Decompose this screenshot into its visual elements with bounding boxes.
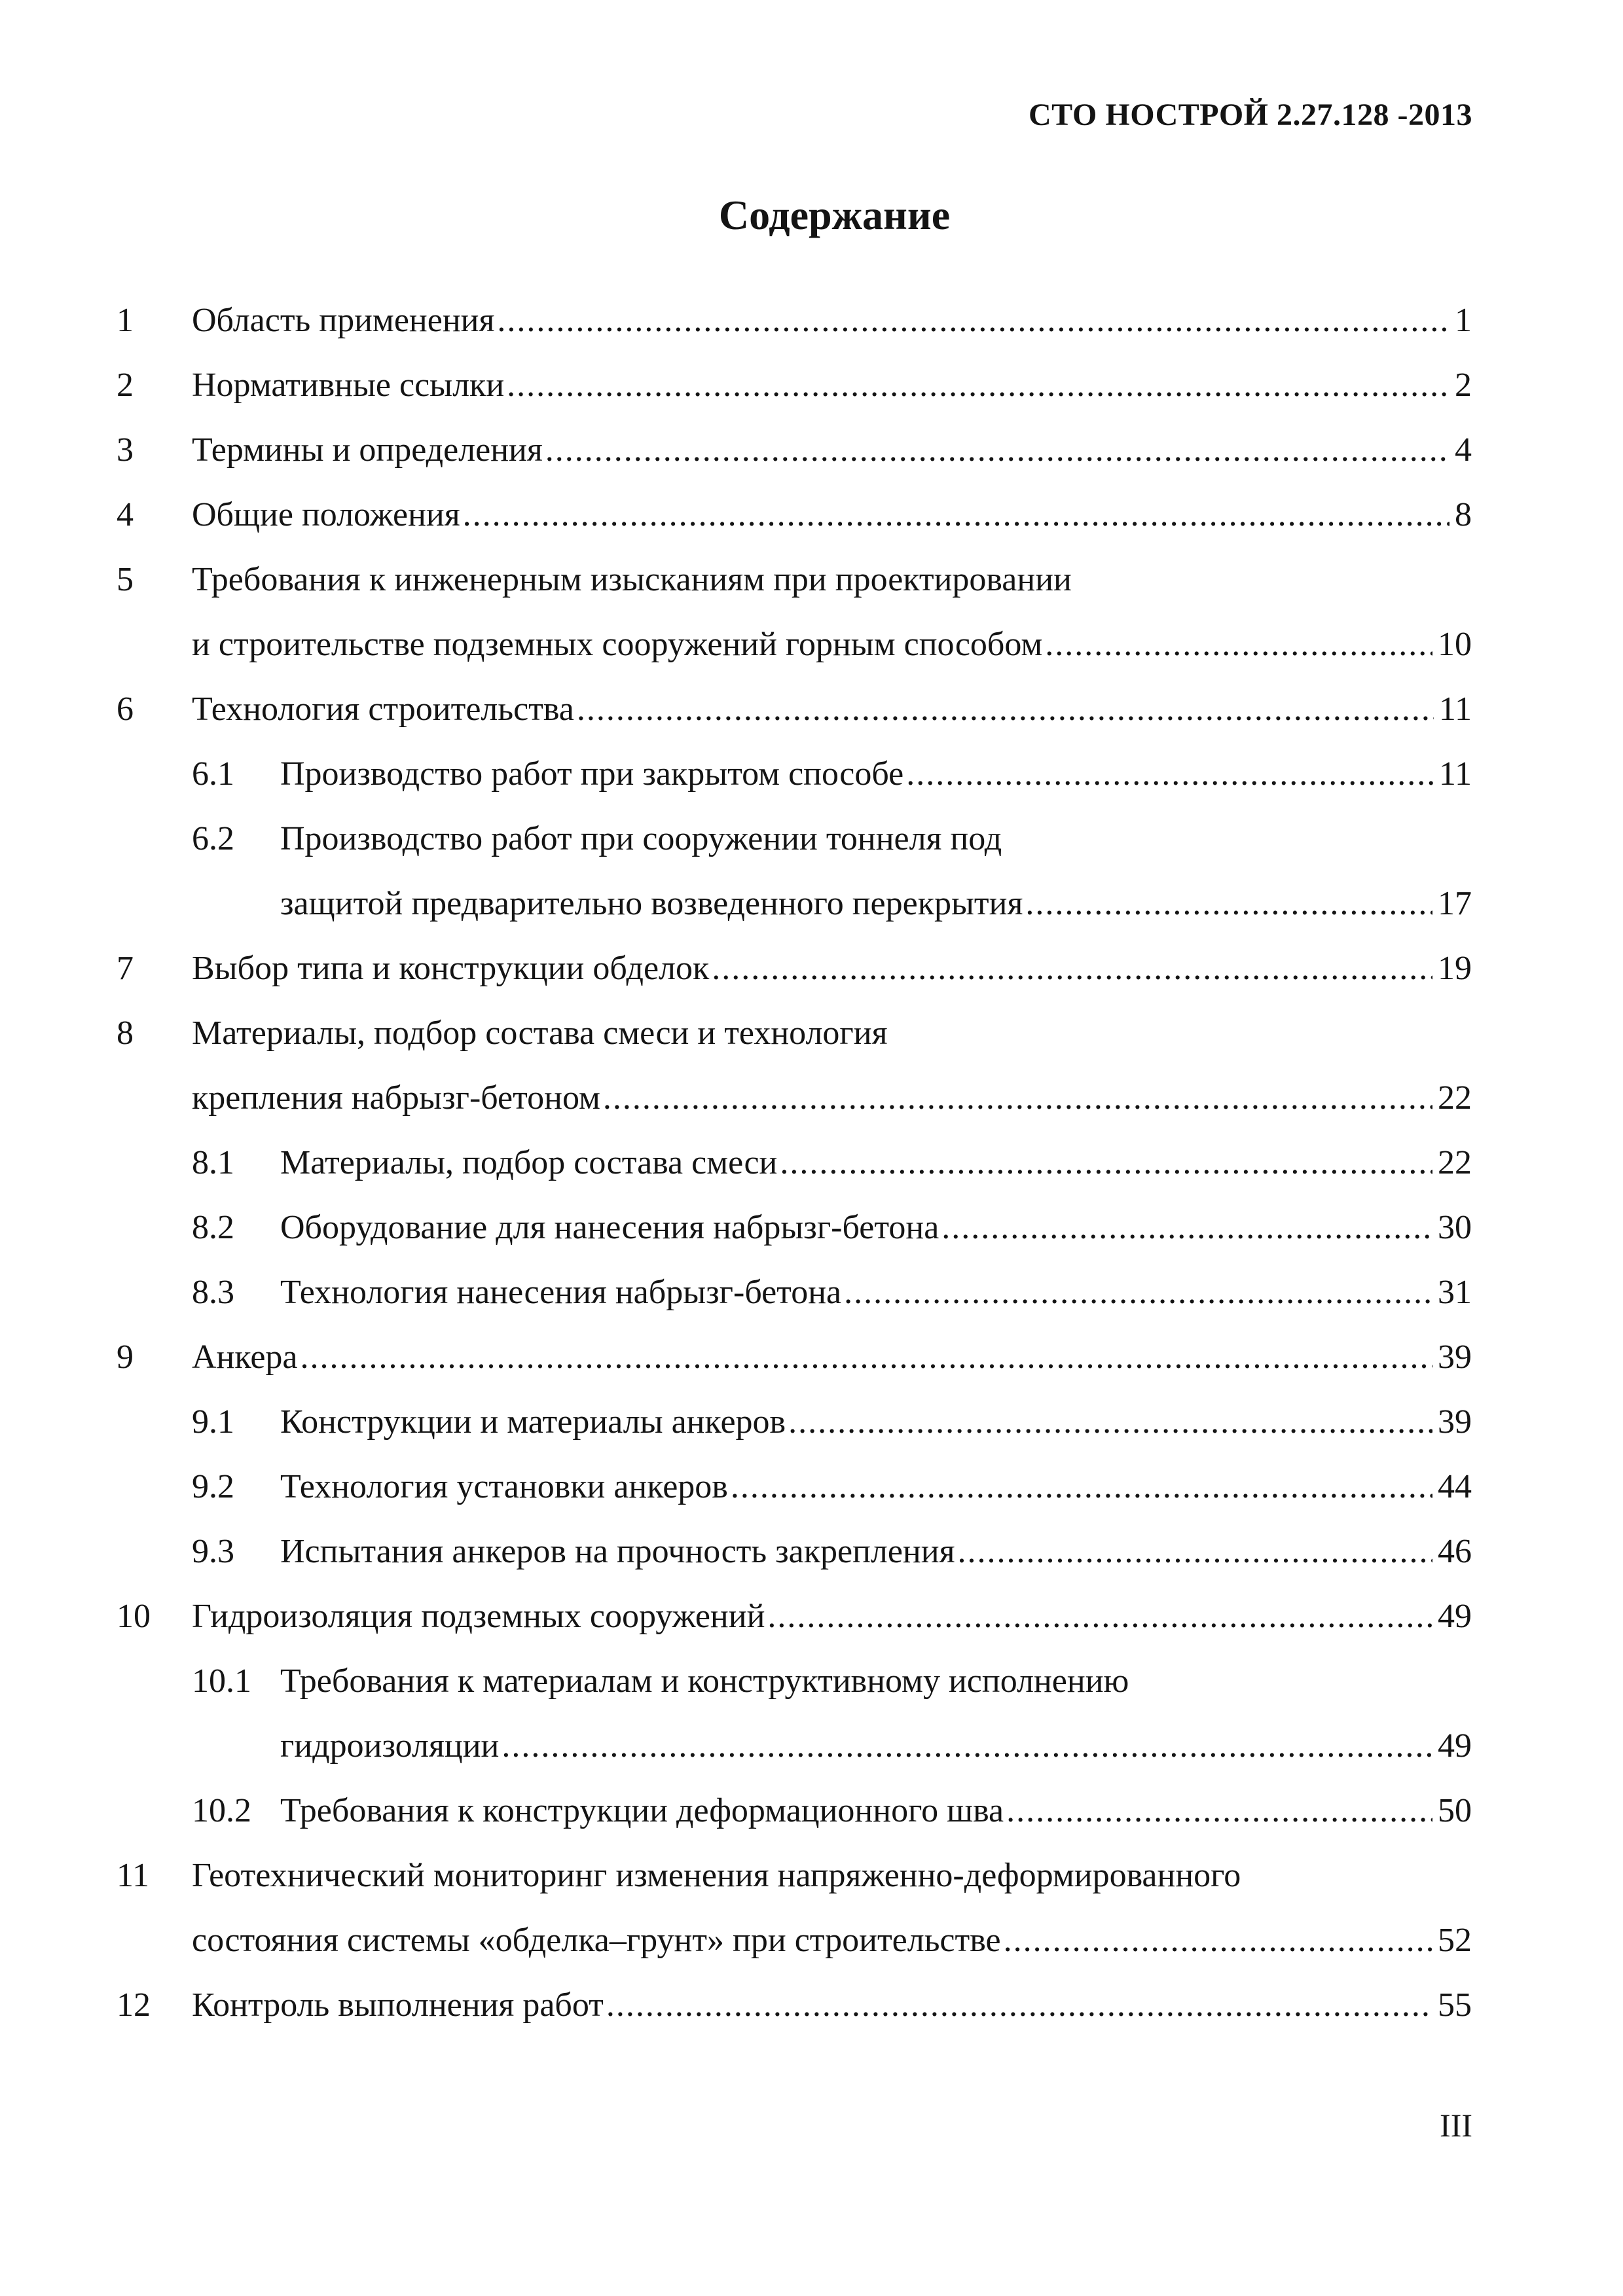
page-number: 44 <box>1438 1468 1472 1505</box>
dot-leader <box>1006 1778 1432 1843</box>
subsection-number: 10.1 <box>192 1662 251 1700</box>
dot-leader <box>501 1713 1432 1778</box>
section-title-continued: состояния системы «обделка–грунт» при строительстве <box>192 1922 1001 1959</box>
page-number: 11 <box>1438 691 1472 728</box>
subsection-title: Требования к материалам и конструктивному исполнению <box>280 1662 1129 1700</box>
dot-leader <box>958 1519 1432 1584</box>
section-number: 4 <box>117 496 134 533</box>
subsection-title: Технология нанесения набрызг-бетона <box>280 1274 842 1311</box>
page-number: 30 <box>1438 1209 1472 1246</box>
subsection-number: 9.2 <box>192 1468 234 1505</box>
folio-page-number: III <box>1440 2107 1472 2144</box>
subsection-title: Материалы, подбор состава смеси <box>280 1144 778 1181</box>
dot-leader <box>507 353 1450 418</box>
subsection-title: Оборудование для нанесения набрызг-бетона <box>280 1209 939 1246</box>
subsection-number: 8.2 <box>192 1209 234 1246</box>
toc-entry-9 <box>117 1325 1472 1390</box>
page-number: 22 <box>1438 1079 1472 1117</box>
document-code: СТО НОСТРОЙ 2.27.128 -2013 <box>1028 98 1472 132</box>
page-number: 39 <box>1438 1403 1472 1441</box>
toc-entry-6-2 <box>117 806 1472 871</box>
subsection-number: 9.3 <box>192 1533 234 1570</box>
dot-leader <box>603 1066 1432 1130</box>
dot-leader <box>844 1260 1432 1325</box>
section-title: Гидроизоляция подземных сооружений <box>192 1598 765 1635</box>
toc-entry-1 <box>117 288 1472 353</box>
subsection-title: Конструкции и материалы анкеров <box>280 1403 786 1441</box>
toc-entry-8 <box>117 1001 1472 1066</box>
subsection-title: Производство работ при закрытом способе <box>280 755 904 793</box>
section-title: Геотехнический мониторинг изменения напряженно-деформированного <box>192 1857 1241 1894</box>
subsection-title-continued: гидроизоляции <box>280 1727 500 1765</box>
page-number: 49 <box>1438 1598 1472 1635</box>
dot-leader <box>545 418 1450 482</box>
section-number: 3 <box>117 431 134 469</box>
subsection-number: 10.2 <box>192 1792 251 1829</box>
page-number: 1 <box>1455 302 1472 339</box>
subsection-number: 9.1 <box>192 1403 234 1441</box>
section-title: Материалы, подбор состава смеси и технология <box>192 1014 888 1052</box>
dot-leader <box>906 742 1434 806</box>
dot-leader <box>780 1130 1432 1195</box>
toc-entry-9-3 <box>117 1519 1472 1584</box>
section-number: 12 <box>117 1986 151 2024</box>
page-number: 50 <box>1438 1792 1472 1829</box>
page-number: 10 <box>1438 626 1472 663</box>
toc-entry-6-2-continued <box>117 871 1472 936</box>
page-number: 22 <box>1438 1144 1472 1181</box>
toc-entry-8-2 <box>117 1195 1472 1260</box>
section-title: Термины и определения <box>192 431 543 469</box>
section-number: 10 <box>117 1598 151 1635</box>
subsection-number: 8.1 <box>192 1144 234 1181</box>
subsection-title: Требования к конструкции деформационного шва <box>280 1792 1004 1829</box>
section-number: 8 <box>117 1014 134 1052</box>
subsection-number: 6.1 <box>192 755 234 793</box>
dot-leader <box>941 1195 1432 1260</box>
page-number: 46 <box>1438 1533 1472 1570</box>
dot-leader <box>712 936 1432 1001</box>
toc-entry-8-3 <box>117 1260 1472 1325</box>
toc-entry-5-continued <box>117 612 1472 677</box>
page-number: 11 <box>1438 755 1472 793</box>
subsection-title: Технология установки анкеров <box>280 1468 728 1505</box>
section-title: Технология строительства <box>192 691 574 728</box>
dot-leader <box>577 677 1434 742</box>
dot-leader <box>1045 612 1432 677</box>
dot-leader <box>1025 871 1432 936</box>
dot-leader <box>463 482 1450 547</box>
section-number: 1 <box>117 302 134 339</box>
dot-leader <box>731 1454 1432 1519</box>
section-number: 5 <box>117 561 134 598</box>
dot-leader <box>497 288 1450 353</box>
page-number: 55 <box>1438 1986 1472 2024</box>
subsection-number: 8.3 <box>192 1274 234 1311</box>
toc-title: Содержание <box>718 192 951 238</box>
toc-entry-4 <box>117 482 1472 547</box>
toc-entry-5 <box>117 547 1472 612</box>
toc-entry-10-1-continued <box>117 1713 1472 1778</box>
dot-leader <box>606 1973 1432 2037</box>
toc-entry-8-1 <box>117 1130 1472 1195</box>
subsection-title: Испытания анкеров на прочность закрепления <box>280 1533 955 1570</box>
dot-leader <box>767 1584 1432 1649</box>
section-title: Контроль выполнения работ <box>192 1986 604 2024</box>
section-title: Общие положения <box>192 496 460 533</box>
page-number: 31 <box>1438 1274 1472 1311</box>
section-number: 9 <box>117 1338 134 1376</box>
toc-entry-8-continued <box>117 1066 1472 1130</box>
section-title-continued: и строительстве подземных сооружений горным способом <box>192 626 1043 663</box>
toc-entry-9-2 <box>117 1454 1472 1519</box>
page-number: 8 <box>1455 496 1472 533</box>
toc-entry-10-1 <box>117 1649 1472 1713</box>
table-of-contents <box>117 288 1472 2037</box>
dot-leader <box>301 1325 1432 1390</box>
section-title: Требования к инженерным изысканиям при проектировании <box>192 561 1072 598</box>
page-number: 52 <box>1438 1922 1472 1959</box>
toc-entry-12 <box>117 1973 1472 2037</box>
page-number: 39 <box>1438 1338 1472 1376</box>
dot-leader <box>788 1390 1432 1454</box>
section-title: Область применения <box>192 302 495 339</box>
section-number: 11 <box>117 1857 150 1894</box>
subsection-title: Производство работ при сооружении тоннеля под <box>280 820 1002 857</box>
subsection-number: 6.2 <box>192 820 234 857</box>
dot-leader <box>1004 1908 1432 1973</box>
section-number: 2 <box>117 367 134 404</box>
toc-entry-6-1 <box>117 742 1472 806</box>
toc-entry-10 <box>117 1584 1472 1649</box>
page-number: 2 <box>1455 367 1472 404</box>
section-number: 7 <box>117 950 134 987</box>
section-title-continued: крепления набрызг-бетоном <box>192 1079 600 1117</box>
toc-entry-11 <box>117 1843 1472 1908</box>
section-title: Анкера <box>192 1338 298 1376</box>
toc-entry-11-continued <box>117 1908 1472 1973</box>
page-number: 17 <box>1438 885 1472 922</box>
subsection-title-continued: защитой предварительно возведенного перекрытия <box>280 885 1023 922</box>
toc-entry-9-1 <box>117 1390 1472 1454</box>
section-number: 6 <box>117 691 134 728</box>
toc-entry-7 <box>117 936 1472 1001</box>
page-number: 4 <box>1455 431 1472 469</box>
section-title: Нормативные ссылки <box>192 367 505 404</box>
toc-entry-6 <box>117 677 1472 742</box>
section-title: Выбор типа и конструкции обделок <box>192 950 710 987</box>
toc-entry-3 <box>117 418 1472 482</box>
page-number: 19 <box>1438 950 1472 987</box>
toc-entry-10-2 <box>117 1778 1472 1843</box>
page-number: 49 <box>1438 1727 1472 1765</box>
toc-entry-2 <box>117 353 1472 418</box>
